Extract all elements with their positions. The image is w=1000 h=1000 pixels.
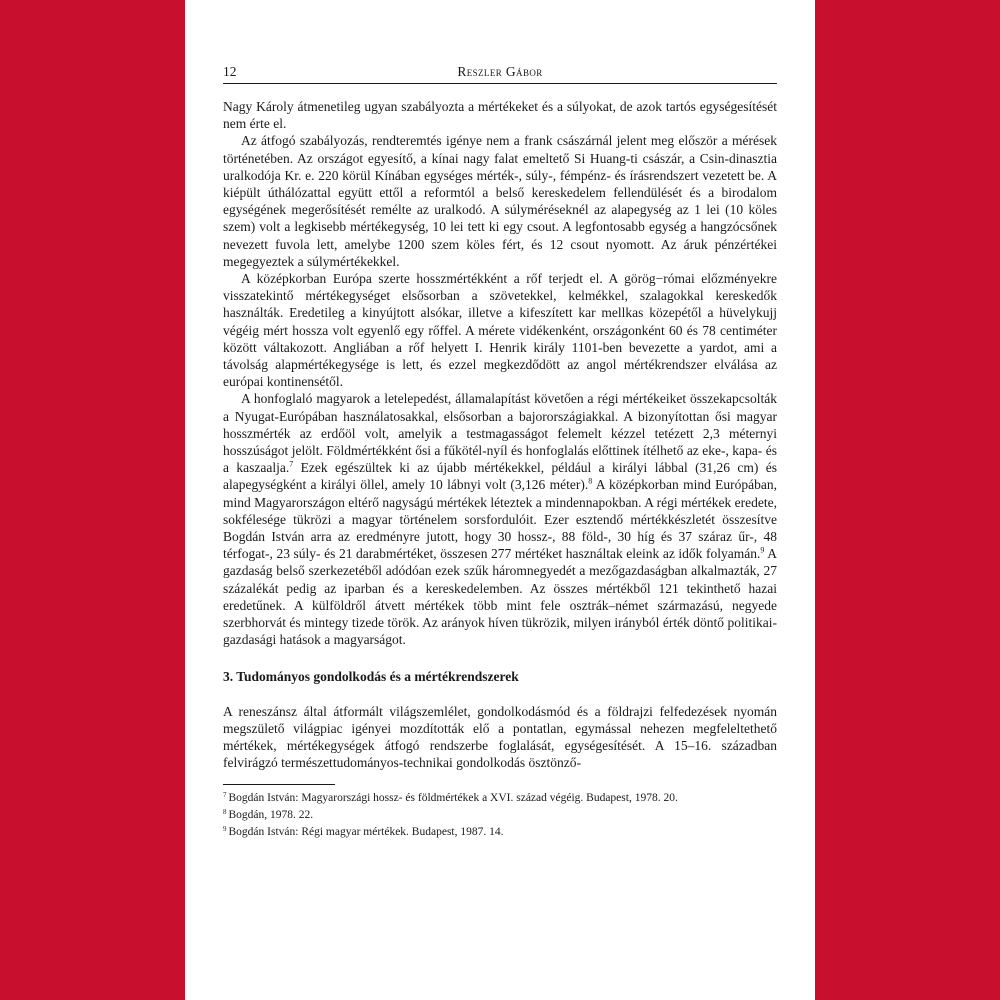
footnotes [223,790,777,841]
page-header [223,60,777,84]
footnote-text: Bogdán István: Régi magyar mértékek. Budapest, 1987. 14. [228,825,504,838]
paragraph-4-part-2: Ezek egészültek ki az újabb mértékekkel, például a királyi lábbal (31,26 cm) és alapegységként a királyi öllel, amely 10 lábnyi volt (3,126 méter). [223,460,777,493]
paragraph-4-part-1: A honfoglaló magyarok a letelepedést, államalapítást követően a régi mértékeiket összekapcsolták a Nyugat-Európában használatosakkal, elsősorban a bajorországiakkal. A bizonyítottan ősi magyar hosszmérték az erdőöl volt, amelyik a testmagasságot felemelt kézzel tetézett 2,3 méternyi hosszúságot jelölt. Földmértékként ősi a fűkötél-nyíl és honfoglalás előttinek ítélhető az eke-, kapa- és a kaszaalja. [223,391,777,476]
body-text [223,98,777,772]
footnote-number: 7 [223,790,227,799]
paragraph-3: A középkorban Európa szerte hosszmértékként a rőf terjedt el. A görög−római előzményekre visszatekintő mértékegységet elsősorban a szövetekkel, kelmékkel, szalagokkal kereskedők használták. Eredetileg a kinyújtott alsókar, illetve a kifeszített kar mellkas közepétől a hüvelykujj végéig mért hossza volt egyenlő egy rőffel. A mérete vidékenként, országonként 60 és 78 centiméter között váltakozott. Angliában a rőf helyett I. Henrik király 1101-ben bevezette a yardot, ami a távolság alapmértékegysége is lett, és ezzel megkezdődött az angol mértékrendszer elválása az európai kontinensétől. [223,271,777,390]
paragraph-2: Az átfogó szabályozás, rendteremtés igénye nem a frank császárnál jelent meg először a mérések történetében. Az országot egyesítő, a kínai nagy falat emeltető Si Huang-ti császár, a Csin-dinasztia uralkodója Kr. e. 220 körül Kínában egységes mérték-, súly-, fémpénz- és írásrendszert vezetett be. A kiépült úthálózattal együtt ettől a reformtól a belső kereskedelem fellendülését és a birodalom egységének megerősítését remélte az uralkodó. A súlyméréseknél az alapegység az 1 lei (10 köles szem) volt a legkisebb mértékegység, 10 lei tett ki egy csout. A legfontosabb egység a hangzócsőnek nevezett fuvola lett, amelybe 1200 szem köles fért, és 12 csout nyomott. Az áruk pénzértékei megegyeztek a súlymértékekkel. [223,133,777,269]
footnote-8 [223,807,777,824]
running-head: Reszler Gábor [457,64,543,79]
footnote-text: Bogdán István: Magyarországi hossz- és földmértékek a XVI. század végéig. Budapest, 1978. 20. [228,791,678,804]
paragraph-5: A reneszánsz által átformált világszemlélet, gondolkodásmód és a földrajzi felfedezések nyomán megszülető világpiac igényei mozdították elő a pontatlan, egymással nehezen megfeleltethető mértékek, mértékegységek átfogó rendszerbe foglalását, egységesítését. A 15–16. században felvirágzó természettudományos-technikai gondolkodás ösztönző- [223,703,777,771]
footnote-text: Bogdán, 1978. 22. [228,808,314,821]
footnote-9 [223,824,777,841]
footnote-divider [223,784,335,785]
section-heading: 3. Tudományos gondolkodás és a mértékrendszerek [223,668,519,684]
book-page [185,0,815,1000]
footnote-ref-8[interactable]: 8 [588,476,593,486]
footnote-ref-9[interactable]: 9 [760,545,765,555]
footnote-ref-7[interactable]: 7 [289,459,294,469]
footnote-number: 8 [223,807,227,816]
paragraph-4-part-3: A középkorban mind Európában, mind Magyarországon eltérő nagyságú mértékek léteztek a mindennapokban. A régi mértékek eredete, sokfélesége tükrözi a magyar történelem sorsfordulóit. Ezer esztendő mértékkészletét összesítve Bogdán István arra az eredményre jutott, hogy 30 hossz-, 88 föld-, 30 híg és 37 száraz űr-, 48 térfogat-, 23 súly- és 21 darabmértéket, összesen 277 mértéket használtak eleink az idők folyamán. [223,477,777,562]
footnote-7 [223,790,777,807]
footnote-number: 9 [223,824,227,833]
page-number: 12 [223,64,237,79]
paragraph-1: Nagy Károly átmenetileg ugyan szabályozta a mértékeket és a súlyokat, de azok tartós egységesítését nem érte el. [223,99,777,132]
paragraph-4-part-4: A gazdaság belső szerkezetéből adódóan ezek szűk háromnegyedét a mezőgazdaságban alkalmazták, 27 százalékát pedig az iparban és a kereskedelemben. Az összes mértékből 121 tekinthető hazai eredetűnek. A külföldről átvett mértékek több mint fele osztrák–német származású, negyede szerbhorvát és mintegy tizede török. Az arányok híven tükrözik, milyen irányból érték döntő politikai-gazdasági hatások a magyarságot. [223,546,777,648]
paragraph-4 [223,390,777,648]
page-content [223,60,777,841]
